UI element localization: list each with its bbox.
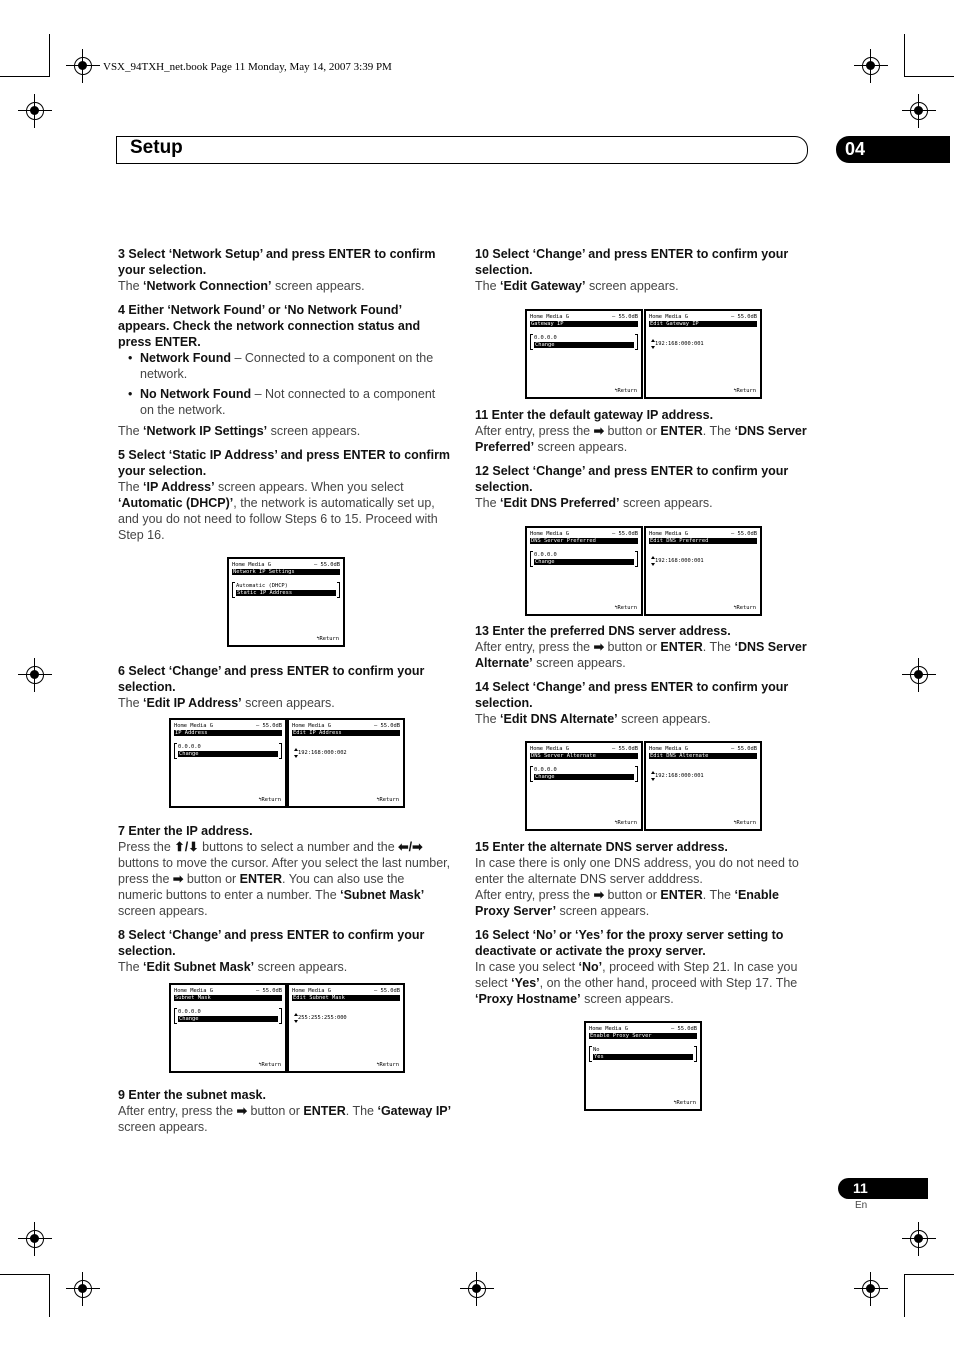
step-text: The ‘Edit IP Address’ screen appears.	[118, 696, 335, 710]
list-item: • No Network Found – Not connected to a component on the network.	[118, 386, 452, 418]
registration-mark-icon	[860, 1278, 882, 1300]
screen-edit-gateway-ip: Home Media G – 55.0dB Edit Gateway IP 192:168:000:001 ↰Return	[644, 309, 762, 399]
registration-mark-icon	[24, 664, 46, 686]
crop-mark	[904, 1274, 954, 1275]
chapter-tab	[836, 136, 950, 163]
screen-edit-subnet-mask: Home Media G – 55.0dB Edit Subnet Mask 255:255:255:000 ↰Return	[287, 983, 405, 1073]
cursor-arrows-icon	[651, 339, 654, 349]
screen-ip-address: Home Media G – 55.0dB IP Address 0.0.0.0 Change ↰Return	[169, 718, 287, 808]
registration-mark-icon	[908, 100, 930, 122]
screen-network-ip-settings: Home Media G – 55.0dB Network IP Settings Automatic (DHCP) Static IP Address ↰Return	[227, 557, 345, 647]
registration-mark-icon	[466, 1278, 488, 1300]
right-arrow-icon: ➡	[172, 872, 184, 886]
screen-dns-server-alternate: Home Media G – 55.0dB DNS Server Alternate 0.0.0.0 Change ↰Return	[525, 741, 643, 831]
cursor-arrows-icon	[651, 771, 654, 781]
registration-mark-icon	[860, 55, 882, 77]
right-arrow-icon: ➡	[236, 1104, 248, 1118]
registration-mark-icon	[24, 1228, 46, 1250]
crop-mark	[0, 76, 50, 77]
screen-enable-proxy-server: Home Media G – 55.0dB Enable Proxy Server No Yes ↰Return	[584, 1021, 702, 1111]
crop-mark	[49, 1274, 50, 1317]
screen-edit-ip-address: Home Media G – 55.0dB Edit IP Address 192:168:000:002 ↰Return	[287, 718, 405, 808]
step-heading: 15 Enter the alternate DNS server address.	[475, 840, 728, 854]
step-text: In case you select ‘No’, proceed with Step 21. In case you select ‘Yes’, on the other hand, proceed with Step 17. The ‘Proxy Hostname’ screen appears.	[475, 960, 798, 1006]
step-heading: 5 Select ‘Static IP Address’ and press ENTER to confirm your selection.	[118, 448, 451, 478]
step-text: The ‘IP Address’ screen appears. When you select ‘Automatic (DHCP)’, the network is automatically set up, and you do not need to follow Steps 6 to 15. Proceed with Step 16.	[118, 480, 438, 542]
step-text: The ‘Edit Subnet Mask’ screen appears.	[118, 960, 348, 974]
registration-mark-icon	[908, 664, 930, 686]
step-text: After entry, press the ➡ button or ENTER. The ‘Gateway IP’ screen appears.	[118, 1104, 452, 1134]
step-heading: 7 Enter the IP address.	[118, 824, 253, 838]
step-text: The ‘Network IP Settings’ screen appears.	[118, 424, 361, 438]
step-heading: 3 Select ‘Network Setup’ and press ENTER to confirm your selection.	[118, 247, 436, 277]
right-arrow-icon: ➡	[593, 640, 605, 654]
step-heading: 4 Either ‘Network Found’ or ‘No Network Found’ appears. Check the network connection status and press ENTER.	[118, 303, 421, 349]
step-heading: 11 Enter the default gateway IP address.	[475, 408, 714, 422]
crop-mark	[49, 34, 50, 77]
right-arrow-icon: ➡	[593, 888, 605, 902]
left-right-arrow-icon: ⬅/➡	[398, 840, 423, 854]
screen-edit-dns-preferred: Home Media G – 55.0dB Edit DNS Preferred 192:168:000:001 ↰Return	[644, 526, 762, 616]
return-label: ↰Return	[316, 636, 339, 642]
crop-mark	[904, 1274, 905, 1317]
page-number-tab	[838, 1178, 928, 1199]
page-number: 11	[853, 1180, 868, 1196]
registration-mark-icon	[72, 55, 94, 77]
crop-mark	[904, 34, 905, 77]
section-title: Setup	[130, 137, 183, 158]
step-text: After entry, press the ➡ button or ENTER. The ‘Enable Proxy Server’ screen appears.	[475, 888, 779, 918]
step-heading: 6 Select ‘Change’ and press ENTER to confirm your selection.	[118, 664, 425, 694]
step-heading: 13 Enter the preferred DNS server address.	[475, 624, 731, 638]
step-heading: 10 Select ‘Change’ and press ENTER to confirm your selection.	[475, 247, 789, 277]
cursor-arrows-icon	[294, 1013, 297, 1023]
step-heading: 9 Enter the subnet mask.	[118, 1088, 266, 1102]
book-info: VSX_94TXH_net.book Page 11 Monday, May 14, 2007 3:39 PM	[103, 61, 392, 73]
chapter-number: 04	[845, 139, 866, 159]
step-heading: 14 Select ‘Change’ and press ENTER to confirm your selection.	[475, 680, 789, 710]
cursor-arrows-icon	[651, 556, 654, 566]
right-arrow-icon: ➡	[593, 424, 605, 438]
step-heading: 12 Select ‘Change’ and press ENTER to confirm your selection.	[475, 464, 789, 494]
step-text: The ‘Edit Gateway’ screen appears.	[475, 279, 679, 293]
screen-edit-dns-alternate: Home Media G – 55.0dB Edit DNS Alternate 192:168:000:001 ↰Return	[644, 741, 762, 831]
step-text: After entry, press the ➡ button or ENTER. The ‘DNS Server Alternate’ screen appears.	[475, 640, 807, 670]
cursor-arrows-icon	[294, 748, 297, 758]
language-code: En	[855, 1200, 868, 1211]
crop-mark	[0, 1274, 50, 1275]
screen-gateway-ip: Home Media G – 55.0dB Gateway IP 0.0.0.0 Change ↰Return	[525, 309, 643, 399]
screen-dns-server-preferred: Home Media G – 55.0dB DNS Server Preferred 0.0.0.0 Change ↰Return	[525, 526, 643, 616]
screen-subnet-mask: Home Media G – 55.0dB Subnet Mask 0.0.0.0 Change ↰Return	[169, 983, 287, 1073]
section-bar	[116, 136, 808, 164]
list-item: • Network Found – Connected to a component on the network.	[118, 350, 452, 382]
step-text: The ‘Edit DNS Alternate’ screen appears.	[475, 712, 711, 726]
step-heading: 16 Select ‘No’ or ‘Yes’ for the proxy server setting to deactivate or activate the proxy server.	[475, 928, 784, 958]
step-heading: 8 Select ‘Change’ and press ENTER to confirm your selection.	[118, 928, 425, 958]
up-down-arrow-icon: ⬆/⬇	[174, 840, 199, 854]
step-text: The ‘Network Connection’ screen appears.	[118, 279, 365, 293]
step-text: After entry, press the ➡ button or ENTER. The ‘DNS Server Preferred’ screen appears.	[475, 424, 807, 454]
registration-mark-icon	[72, 1278, 94, 1300]
registration-mark-icon	[24, 100, 46, 122]
step-text: In case there is only one DNS address, you do not need to enter the alternate DNS server adddress.	[475, 856, 799, 886]
step-text: Press the ⬆/⬇ buttons to select a number and the ⬅/➡ buttons to move the cursor. After you select the last number, press the ➡ button or ENTER. You can also use the numeric buttons to enter a number. The ‘Subnet Mask’ screen appears.	[118, 840, 451, 918]
crop-mark	[904, 76, 954, 77]
registration-mark-icon	[908, 1228, 930, 1250]
step-text: The ‘Edit DNS Preferred’ screen appears.	[475, 496, 713, 510]
